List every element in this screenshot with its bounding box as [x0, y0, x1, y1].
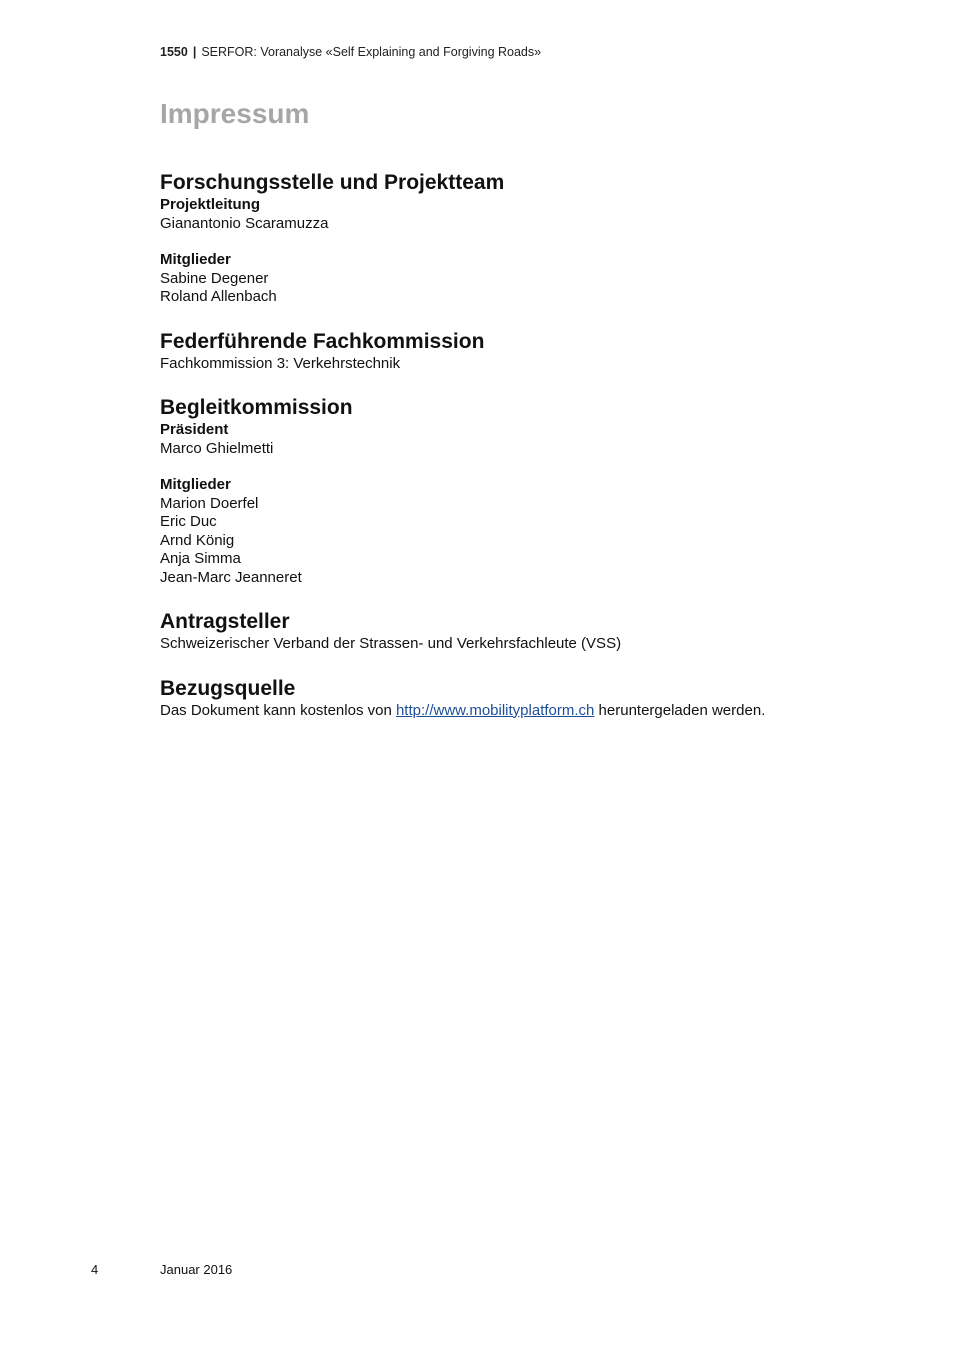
subheading-projektleitung: Projektleitung [160, 196, 261, 213]
member-name: Roland Allenbach [160, 288, 277, 305]
source-text [160, 702, 920, 721]
report-title: SERFOR: Voranalyse «Self Explaining and Forgiving Roads» [201, 45, 542, 59]
impressum-content [160, 170, 920, 742]
subheading-praesident: Präsident [160, 421, 229, 438]
section-fachkommission [160, 329, 920, 374]
subheading-mitglieder: Mitglieder [160, 476, 231, 493]
section-heading: Bezugsquelle [160, 676, 296, 700]
running-header [160, 45, 541, 59]
section-heading: Antragsteller [160, 610, 290, 633]
page-number: 4 [91, 1262, 99, 1277]
source-text-before: Das Dokument kann kostenlos von [160, 701, 396, 719]
member-name: Arnd König [160, 531, 235, 549]
section-heading: Federführende Fachkommission [160, 329, 485, 353]
member-name: Marion Doerfel [160, 494, 259, 512]
member-name: Anja Simma [160, 550, 241, 567]
section-antragsteller [160, 609, 920, 654]
report-number: 1550 [160, 45, 188, 59]
subheading-mitglieder: Mitglieder [160, 251, 231, 268]
applicant-name: Schweizerischer Verband der Strassen- und Verkehrsfachleute (VSS) [160, 635, 622, 652]
section-bezugsquelle [160, 676, 920, 721]
footer-date: Januar 2016 [160, 1262, 233, 1277]
president-name: Marco Ghielmetti [160, 439, 274, 457]
member-name: Jean-Marc Jeanneret [160, 568, 302, 586]
section-heading: Forschungsstelle und Projektteam [160, 171, 505, 194]
project-lead-name: Gianantonio Scaramuzza [160, 214, 329, 232]
commission-name: Fachkommission 3: Verkehrstechnik [160, 354, 401, 372]
source-text-after: heruntergeladen werden. [594, 701, 766, 719]
mobilityplatform-link[interactable]: http://www.mobilityplatform.ch [395, 701, 595, 719]
member-name: Eric Duc [160, 513, 217, 530]
section-forschungsstelle [160, 170, 920, 307]
section-heading: Begleitkommission [160, 396, 353, 419]
member-name: Sabine Degener [160, 269, 269, 287]
section-begleitkommission [160, 395, 920, 587]
page-title: Impressum [160, 98, 310, 129]
header-separator: | [192, 45, 197, 59]
